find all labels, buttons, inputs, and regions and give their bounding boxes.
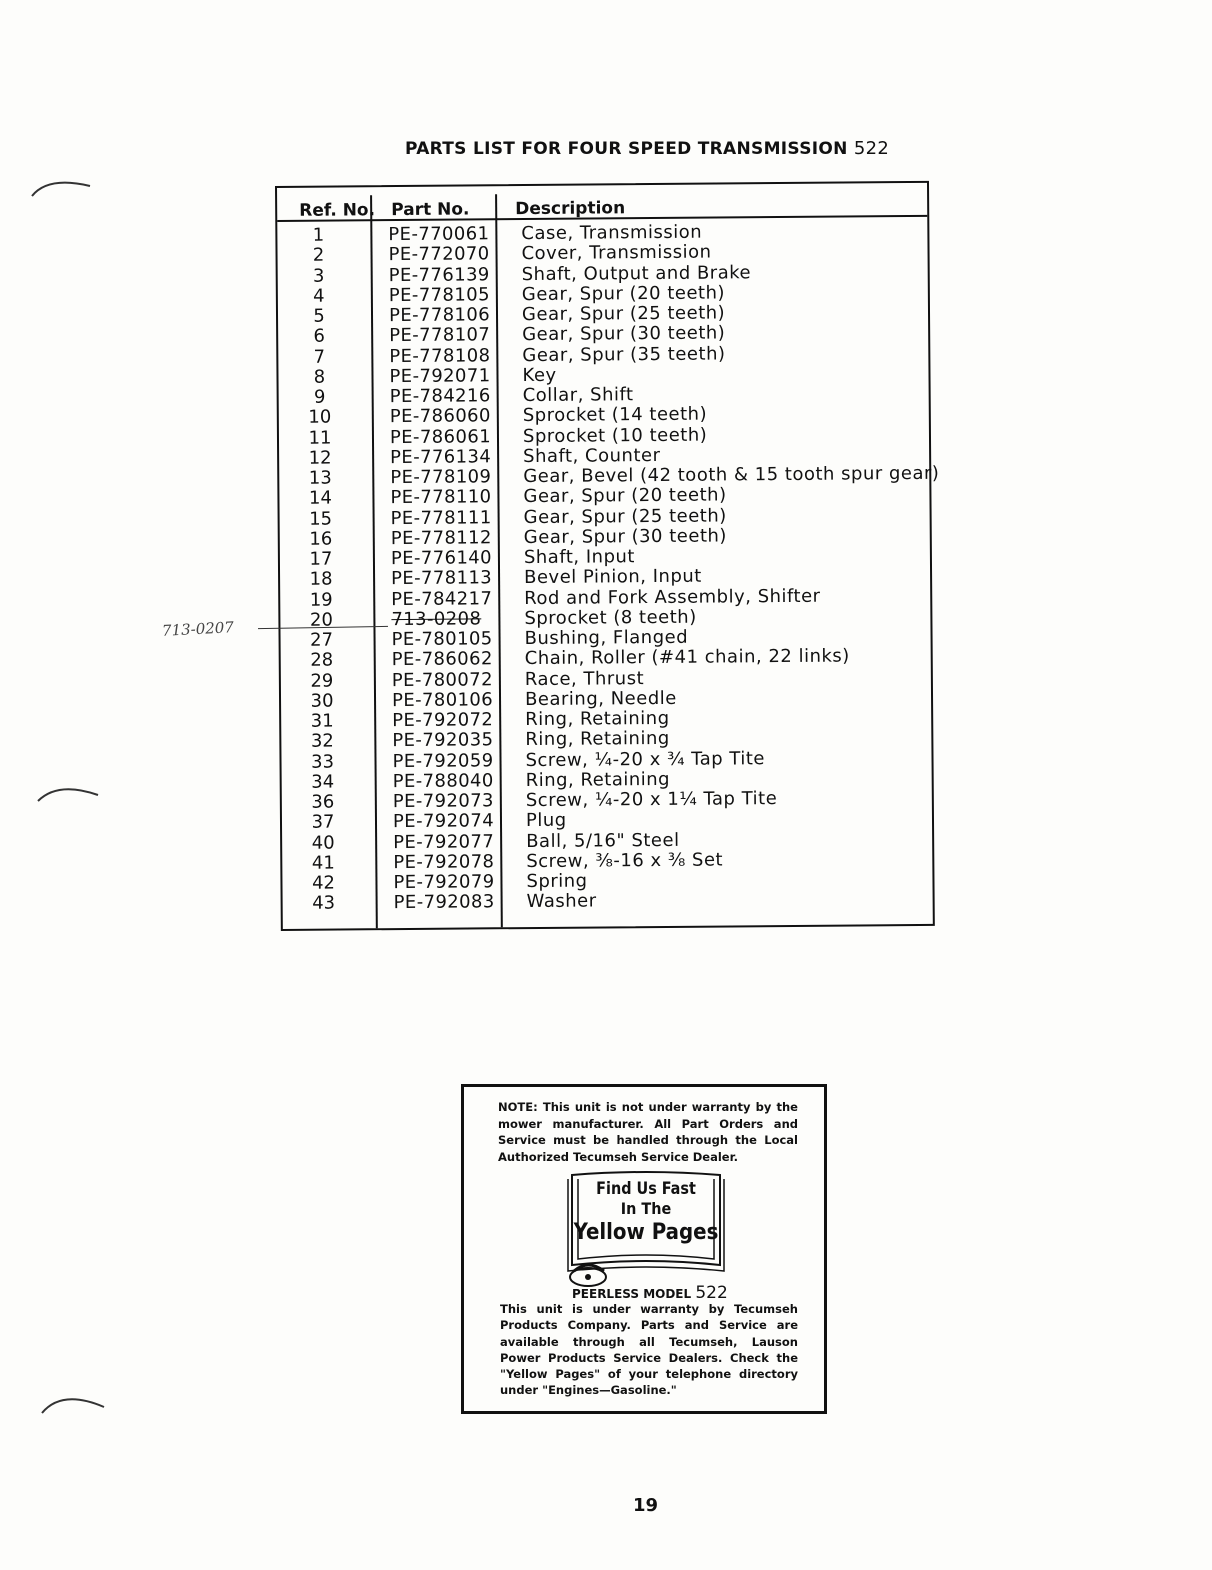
part-number-cell: PE-792071 [389, 365, 491, 387]
description-cell: Gear, Bevel (42 tooth & 15 tooth spur gear) [523, 462, 940, 488]
ref-number-cell: 3 [312, 265, 325, 287]
ref-number-cell: 2 [312, 244, 325, 266]
part-number-cell: PE-780072 [391, 668, 494, 691]
binder-hole-mark [38, 1383, 110, 1419]
description-cell: Sprocket (10 teeth) [522, 424, 708, 447]
description-cell: Ring, Retaining [525, 768, 671, 791]
title-number: 522 [853, 138, 890, 159]
description-cell: Screw, ¼-20 x 1¼ Tap Tite [525, 788, 778, 812]
ref-number-cell: 6 [313, 325, 325, 347]
ref-number-cell: 17 [309, 548, 333, 570]
part-number-cell: PE-776140 [390, 547, 493, 570]
part-number-cell: PE-784217 [391, 587, 493, 610]
ref-number-cell: 15 [309, 508, 333, 530]
notice-top-text: NOTE: This unit is not under warranty by the mower manufacturer. All Part Orders and Service must be handled through the Local Authorized Tecumseh Service Dealer. [498, 1100, 798, 1164]
description-cell: Ball, 5/16" Steel [526, 829, 680, 852]
part-number-cell: PE-780105 [391, 628, 493, 651]
ref-number-cell: 31 [310, 710, 334, 732]
description-cell: Gear, Spur (20 teeth) [523, 484, 727, 508]
ref-number-cell: 20 [309, 609, 333, 631]
handwritten-note: 713-0207 [161, 618, 235, 640]
description-cell: Gear, Spur (20 teeth) [521, 282, 726, 305]
part-number-cell: PE-792083 [393, 891, 495, 914]
ref-number-cell: 1 [312, 224, 325, 246]
part-number-cell: PE-778109 [390, 466, 492, 489]
ref-number-cell: 36 [311, 791, 335, 813]
ref-number-cell: 28 [310, 649, 334, 671]
yellow-pages-book [566, 1171, 726, 1271]
part-number-cell: PE-778105 [388, 284, 490, 306]
description-cell: Gear, Spur (30 teeth) [523, 525, 727, 548]
part-number-cell: PE-786062 [391, 648, 493, 671]
model-number: 522 [695, 1283, 728, 1303]
page-number: 19 [633, 1495, 659, 1516]
part-number-cell: PE-776134 [390, 446, 492, 468]
ref-number-cell: 43 [312, 892, 336, 914]
part-number-cell: PE-778106 [388, 304, 491, 327]
description-cell: Race, Thrust [524, 667, 645, 690]
part-number-cell: PE-792077 [393, 830, 495, 853]
ref-number-cell: 5 [313, 305, 325, 327]
ref-number-cell: 4 [313, 285, 325, 307]
part-number-cell: PE-772070 [388, 243, 490, 266]
warranty-notice-box [461, 1084, 827, 1414]
ref-number-cell: 29 [310, 670, 334, 692]
description-cell: Shaft, Counter [523, 444, 661, 467]
book-line-2: In The [620, 1199, 672, 1218]
part-number-cell: 713-0208 [391, 608, 482, 630]
description-cell: Bushing, Flanged [524, 626, 689, 650]
ref-number-cell: 16 [309, 528, 333, 550]
ref-number-cell: 12 [308, 447, 332, 469]
part-number-cell: PE-778113 [391, 567, 493, 590]
description-cell: Spring [526, 870, 588, 893]
description-cell: Cover, Transmission [521, 241, 712, 265]
part-number-cell: PE-778111 [390, 506, 492, 529]
description-cell: Sprocket (8 teeth) [524, 606, 697, 629]
description-cell: Case, Transmission [521, 221, 703, 245]
part-number-cell: PE-778108 [389, 344, 491, 367]
description-cell: Shaft, Input [523, 546, 636, 569]
notice-bottom-text: This unit is under warranty by Tecumseh Products Company. Parts and Service are available through all Tecumseh, Lauson Power Products Service Dealers. Check the "Yellow Pages" of your telephone directory under "Engines—Gasoline." [500, 1302, 798, 1398]
ref-number-cell: 10 [308, 406, 332, 428]
header-ref-no: Ref. No. [299, 200, 376, 221]
description-cell: Gear, Spur (25 teeth) [521, 302, 726, 326]
description-cell: Ring, Retaining [525, 707, 670, 731]
ref-number-cell: 11 [308, 427, 332, 449]
ref-number-cell: 18 [309, 568, 333, 590]
book-line-3: Yellow Pages [573, 1220, 719, 1245]
page-title [405, 138, 890, 159]
part-number-cell: PE-778112 [390, 527, 492, 549]
description-cell: Plug [525, 809, 567, 832]
description-cell: Screw, ⅜-16 x ⅜ Set [526, 849, 724, 872]
ref-number-cell: 41 [311, 852, 335, 874]
part-number-cell: PE-792072 [392, 709, 494, 732]
ref-number-cell: 27 [310, 629, 334, 651]
description-cell: Rod and Fork Assembly, Shifter [524, 585, 821, 609]
ref-number-cell: 19 [309, 589, 333, 611]
part-number-cell: PE-778110 [390, 486, 492, 509]
description-cell: Screw, ¼-20 x ¾ Tap Tite [525, 747, 766, 771]
part-number-cell: PE-792078 [393, 851, 495, 873]
part-number-cell: PE-788040 [392, 770, 494, 792]
description-cell: Bevel Pinion, Input [524, 565, 702, 589]
part-number-cell: PE-784216 [389, 385, 491, 408]
description-cell: Gear, Spur (30 teeth) [522, 322, 726, 346]
yellow-pages-text [566, 1179, 726, 1243]
model-label-text: PEERLESS MODEL [572, 1287, 692, 1301]
description-cell: Collar, Shift [522, 384, 634, 407]
ref-number-cell: 37 [311, 811, 335, 833]
description-cell: Washer [526, 890, 597, 913]
part-number-cell: PE-770061 [388, 223, 490, 246]
header-part-no: Part No. [391, 199, 470, 221]
description-cell: Shaft, Output and Brake [521, 261, 752, 285]
ref-number-cell: 42 [311, 872, 336, 894]
part-number-cell: PE-780106 [391, 689, 494, 711]
table-row [283, 889, 933, 914]
header-description: Description [515, 198, 626, 220]
ref-number-cell: 40 [311, 832, 335, 854]
book-line-1: Find Us Fast [596, 1178, 696, 1199]
description-cell: Sprocket (14 teeth) [522, 403, 708, 427]
table-body [277, 221, 940, 915]
part-number-cell: PE-792074 [392, 810, 495, 833]
description-cell: Ring, Retaining [525, 728, 670, 751]
ref-number-cell: 32 [310, 730, 334, 752]
ref-number-cell: 34 [311, 771, 335, 793]
part-number-cell: PE-792059 [392, 749, 494, 772]
description-cell: Key [522, 364, 557, 386]
title-text: PARTS LIST FOR FOUR SPEED TRANSMISSION [405, 139, 848, 159]
model-label [572, 1283, 728, 1303]
ref-number-cell: 7 [313, 346, 326, 368]
part-number-cell: PE-792035 [392, 729, 494, 752]
description-cell: Bearing, Needle [524, 687, 677, 710]
part-number-cell: PE-786061 [389, 425, 492, 448]
part-number-cell: PE-786060 [389, 405, 491, 428]
description-cell: Chain, Roller (#41 chain, 22 links) [524, 645, 850, 670]
parts-table [275, 181, 940, 931]
description-cell: Gear, Spur (35 teeth) [522, 342, 726, 366]
ref-number-cell: 9 [313, 386, 326, 408]
part-number-cell: PE-778107 [389, 324, 491, 347]
ref-number-cell: 8 [313, 366, 326, 388]
binder-hole-mark [28, 170, 98, 200]
binder-hole-mark [34, 775, 104, 805]
ref-number-cell: 14 [308, 487, 332, 509]
part-number-cell: PE-792073 [392, 790, 494, 813]
part-number-cell: PE-776139 [388, 263, 490, 286]
ref-number-cell: 33 [310, 751, 335, 773]
part-number-cell: PE-792079 [393, 871, 495, 894]
ref-number-cell: 30 [310, 690, 334, 712]
description-cell: Gear, Spur (25 teeth) [523, 504, 727, 528]
ref-number-cell: 13 [308, 467, 332, 489]
